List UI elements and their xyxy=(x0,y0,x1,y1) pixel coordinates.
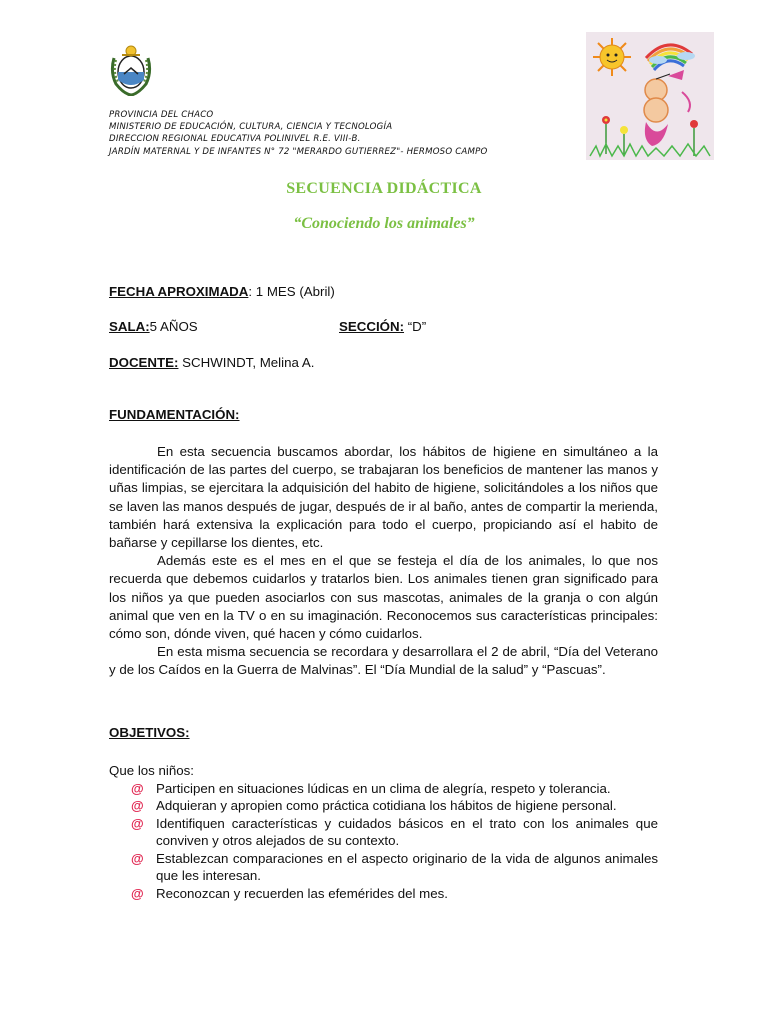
fundamentacion-body xyxy=(109,443,658,680)
fecha-label: FECHA APROXIMADA xyxy=(109,284,249,299)
list-item: @ Adquieran y apropien como práctica cotidiana los hábitos de higiene personal. xyxy=(131,798,617,813)
bullet-icon: @ xyxy=(131,815,144,831)
sala-value: 5 AÑOS xyxy=(149,319,198,334)
objetivos-heading: OBJETIVOS: xyxy=(109,725,190,740)
header-line-ministry: MINISTERIO DE EDUCACIÓN, CULTURA, CIENCIA Y TECNOLOGÍA xyxy=(109,122,393,133)
children-drawing-image xyxy=(586,32,714,160)
fundamentacion-paragraph: Además este es el mes en el que se festeja el día de los animales, lo que nos recuerda que debemos cuidarlos y tratarlos bien. Los animales tienen gran significado para los niños ya que pueden asociarlos con sus mascotas, animales de la granja o con algún animal que ven en la TV o en su imaginación. Reconocemos sus características principales: cómo son, dónde viven, qué hacen y cómo cuidarlos. xyxy=(109,553,658,642)
provincial-seal-logo xyxy=(106,42,156,96)
bullet-icon: @ xyxy=(131,850,144,866)
bullet-icon: @ xyxy=(131,798,144,813)
institution-header xyxy=(109,109,579,158)
docente-value: SCHWINDT, Melina A. xyxy=(178,355,315,370)
list-item: @ Establezcan comparaciones en el aspecto originario de la vida de algunos animales que les interesan. xyxy=(131,850,658,883)
seccion-field xyxy=(339,319,426,334)
sala-field xyxy=(109,319,198,334)
header-line-province: PROVINCIA DEL CHACO xyxy=(109,110,214,120)
header-line-direction: DIRECCION REGIONAL EDUCATIVA POLINIVEL R.E. VIII-B. xyxy=(109,134,361,145)
document-subtitle: “Conociendo los animales” xyxy=(293,215,475,232)
fundamentacion-paragraph: En esta secuencia buscamos abordar, los hábitos de higiene en simultáneo a la identificación de las partes del cuerpo, se trabajaran los beneficios de mantener las manos y uñas limpias, se ejercitara la adquisición del habito de higiene, solicitándoles a los niños que se laven las manos después de jugar, después de ir al baño, antes de compartir la merienda, también hará extensiva la explicación para todo el cuerpo, propiciando así el habito de bañarse y cepillarse los dientes, etc. xyxy=(109,444,658,551)
seccion-value: “D” xyxy=(404,319,427,334)
list-item: @ Participen en situaciones lúdicas en un clima de alegría, respeto y tolerancia. xyxy=(131,780,611,796)
sala-label: SALA: xyxy=(109,319,150,334)
fecha-field xyxy=(109,284,335,299)
docente-label: DOCENTE: xyxy=(109,355,179,370)
objetivos-intro: Que los niños: xyxy=(109,763,195,778)
fundamentacion-heading: FUNDAMENTACIÓN: xyxy=(109,407,240,422)
docente-field xyxy=(109,355,314,370)
bullet-icon: @ xyxy=(131,885,144,901)
bullet-icon: @ xyxy=(131,780,144,796)
fundamentacion-paragraph: En esta misma secuencia se recordara y desarrollara el 2 de abril, “Día del Veterano y de los Caídos en la Guerra de Malvinas”. El “Día Mundial de la salud” y “Pascuas”. xyxy=(109,644,658,678)
list-item: @ Identifiquen características y cuidados básicos en el trato con los animales que conviven y otros alejados de su contexto. xyxy=(131,815,658,848)
header-line-school: JARDÍN MATERNAL Y DE INFANTES N° 72 "MERARDO GUTIERREZ"- HERMOSO CAMPO xyxy=(109,146,488,157)
list-item: @ Reconozcan y recuerden las efemérides del mes. xyxy=(131,885,448,901)
objetivos-section xyxy=(109,762,658,902)
seccion-label: SECCIÓN: xyxy=(339,319,405,334)
document-title: SECUENCIA DIDÁCTICA xyxy=(286,180,482,197)
objetivos-list xyxy=(109,780,658,903)
fecha-value: : 1 MES (Abril) xyxy=(248,284,335,299)
